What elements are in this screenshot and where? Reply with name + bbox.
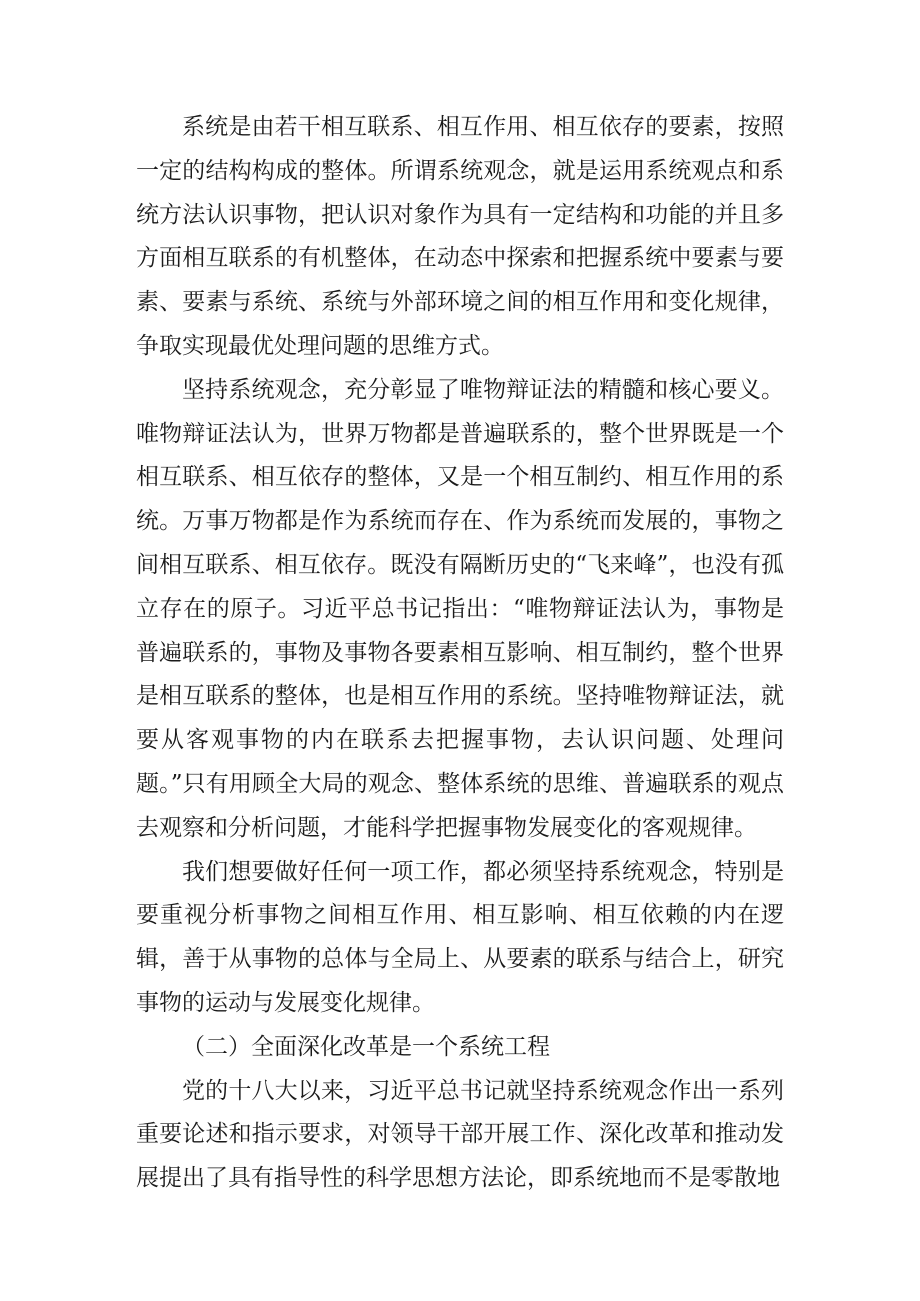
paragraph-since-18th-congress: 党的十八大以来，习近平总书记就坚持系统观念作出一系列重要论述和指示要求，对领导干部开展工作、深化改革和推动发展提出了具有指导性的科学思想方法论，即系统地而不是零散地 [136, 1077, 784, 1192]
paragraph-dialectics: 坚持系统观念，充分彰显了唯物辩证法的精髓和核心要义。唯物辩证法认为，世界万物都是普遍联系的，整个世界既是一个相互联系、相互依存的整体，又是一个相互制约、相互作用的系统。万事万物都是作为系统而存在、作为系统而发展的，事物之间相互联系、相互依存。既没有隔断历史的“飞来峰”，也没有孤立存在的原子。习近平总书记指出：“唯物辩证法认为，事物是普遍联系的，事物及事物各要素相互影响、相互制约，整个世界是相互联系的整体，也是相互作用的系统。坚持唯物辩证法，就要从客观事物的内在联系去把握事物，去认识问题、处理问题。”只有用顾全大局的观念、整体系统的思维、普遍联系的观点去观察和分析问题，才能科学把握事物发展变化的客观规律。 [136, 376, 784, 841]
paragraph-work-approach: 我们想要做好任何一项工作，都必须坚持系统观念，特别是要重视分析事物之间相互作用、相互影响、相互依赖的内在逻辑，善于从事物的总体与全局上、从要素的联系与结合上，研究事物的运动与发展变化规律。 [136, 858, 784, 1016]
document-body [136, 106, 784, 1201]
section-heading: （二）全面深化改革是一个系统工程 [182, 1033, 550, 1060]
paragraph-system-definition: 系统是由若干相互联系、相互作用、相互依存的要素，按照一定的结构构成的整体。所谓系统观念，就是运用系统观点和系统方法认识事物，把认识对象作为具有一定结构和功能的并且多方面相互联系的有机整体，在动态中探索和把握系统中要素与要素、要素与系统、系统与外部环境之间的相互作用和变化规律，争取实现最优处理问题的思维方式。 [136, 114, 784, 359]
